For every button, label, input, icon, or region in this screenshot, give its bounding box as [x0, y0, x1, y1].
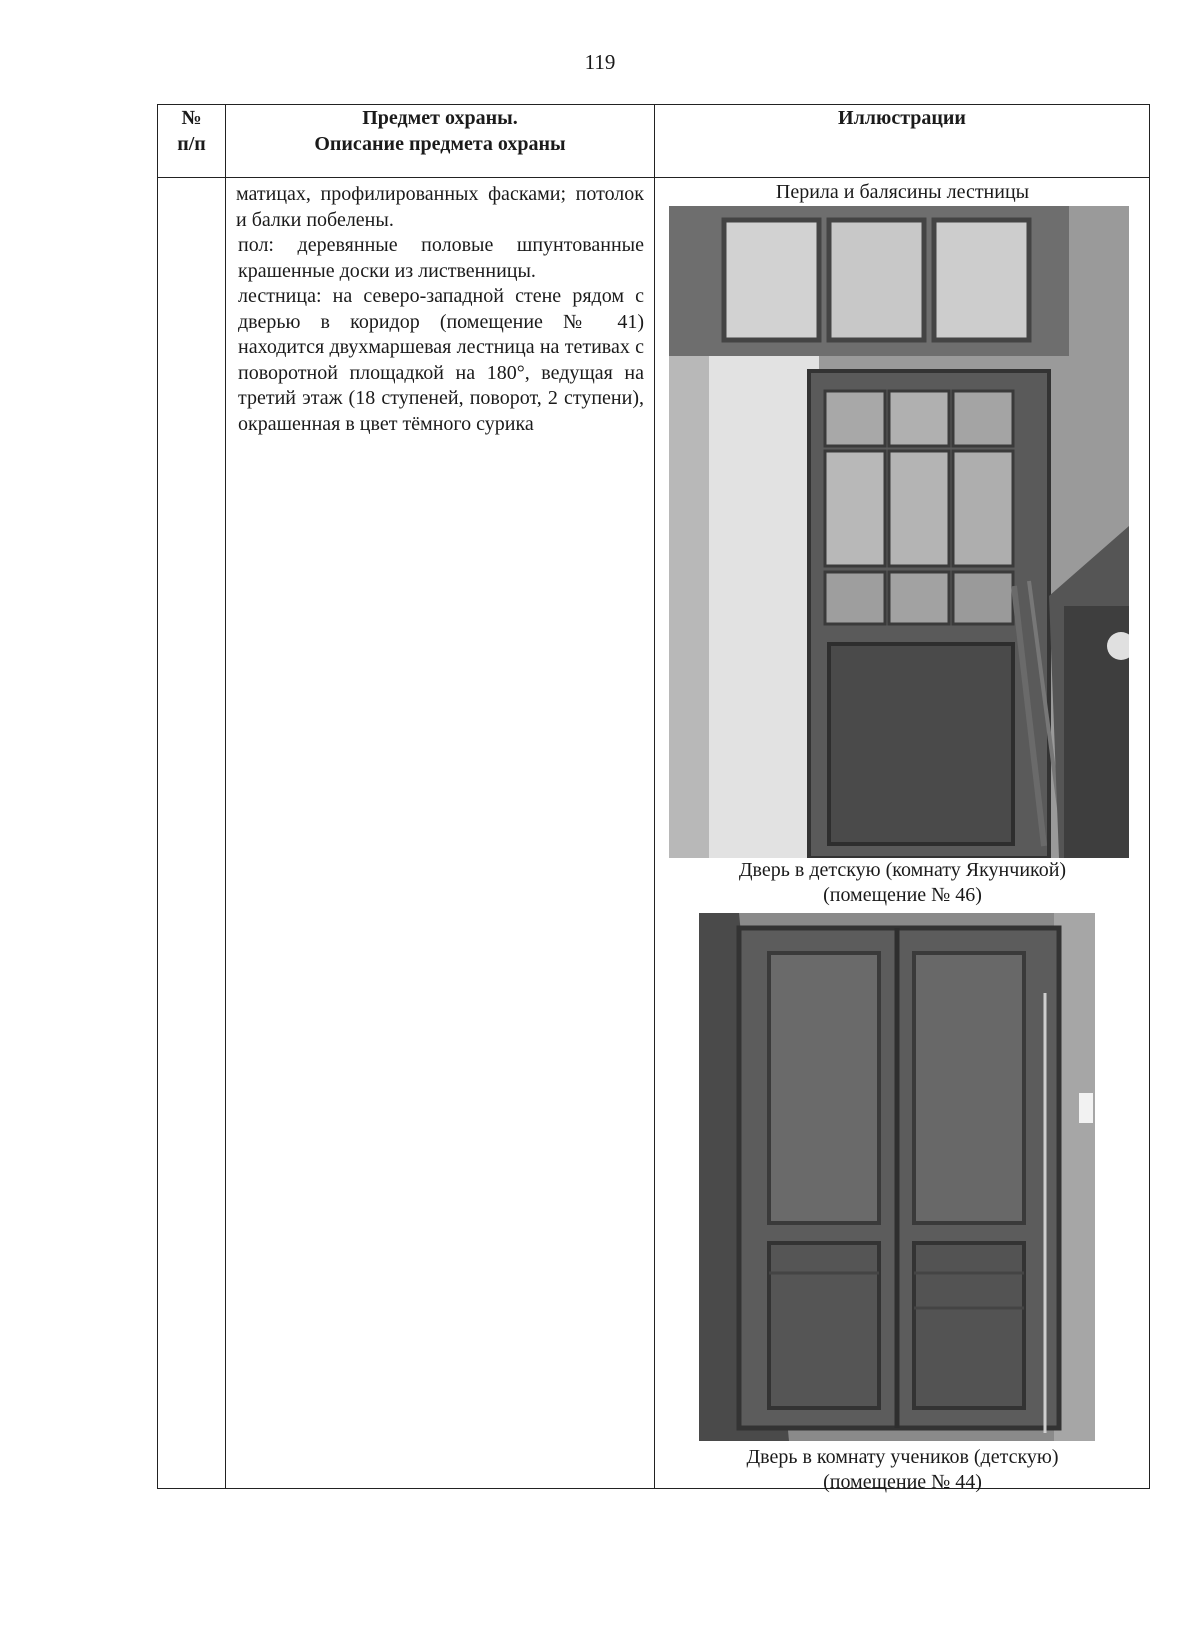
caption-door-students-room-line2: (помещение № 44) [823, 1471, 982, 1493]
header-number-line1: № [181, 107, 202, 129]
header-subject [226, 105, 655, 178]
photo-door-students-room [699, 913, 1095, 1441]
caption-door-children-room-line2: (помещение № 46) [823, 884, 982, 906]
description-paragraph-ceiling: матицах, профилированных фасками; потолок и балки побелены. [236, 183, 644, 231]
description-paragraph-floor: пол: деревянные половые шпунтованные крашенные доски из лиственницы. [238, 234, 644, 282]
header-number-line2: п/п [177, 133, 206, 155]
caption-railings: Перила и балясины лестницы [775, 181, 1030, 203]
table-row [158, 178, 1150, 1489]
table-header-row [158, 105, 1150, 178]
description-cell [226, 178, 655, 1489]
photo-door-children-room [669, 206, 1129, 858]
caption-door-students-room [655, 1445, 1150, 1495]
illustrations-cell [655, 178, 1150, 1493]
door-photo-1-image [669, 206, 1129, 858]
header-subject-line1: Предмет охраны. [362, 107, 518, 129]
header-number [158, 105, 226, 178]
caption-door-children-room [655, 858, 1150, 908]
description-paragraph-stairs: лестница: на северо-западной стене рядом с дверью в коридор (помещение № 41) находится двухмаршевая лестница на тетивах с поворотной площадкой на 180°, ведущая на третий этаж (18 ступеней, поворот, 2 ступени), окрашенная в цвет тёмного сурика [238, 285, 644, 435]
caption-door-children-room-line1: Дверь в детскую (комнату Якунчикой) [738, 859, 1067, 881]
header-illustrations: Иллюстрации [655, 105, 1150, 178]
header-subject-line2: Описание предмета охраны [314, 133, 566, 155]
caption-door-students-room-line1: Дверь в комнату учеников (детскую) [746, 1446, 1059, 1468]
number-cell [158, 178, 226, 1489]
protection-subject-table [157, 104, 1150, 1493]
page-number: 119 [584, 50, 616, 74]
door-photo-2-image [699, 913, 1095, 1441]
